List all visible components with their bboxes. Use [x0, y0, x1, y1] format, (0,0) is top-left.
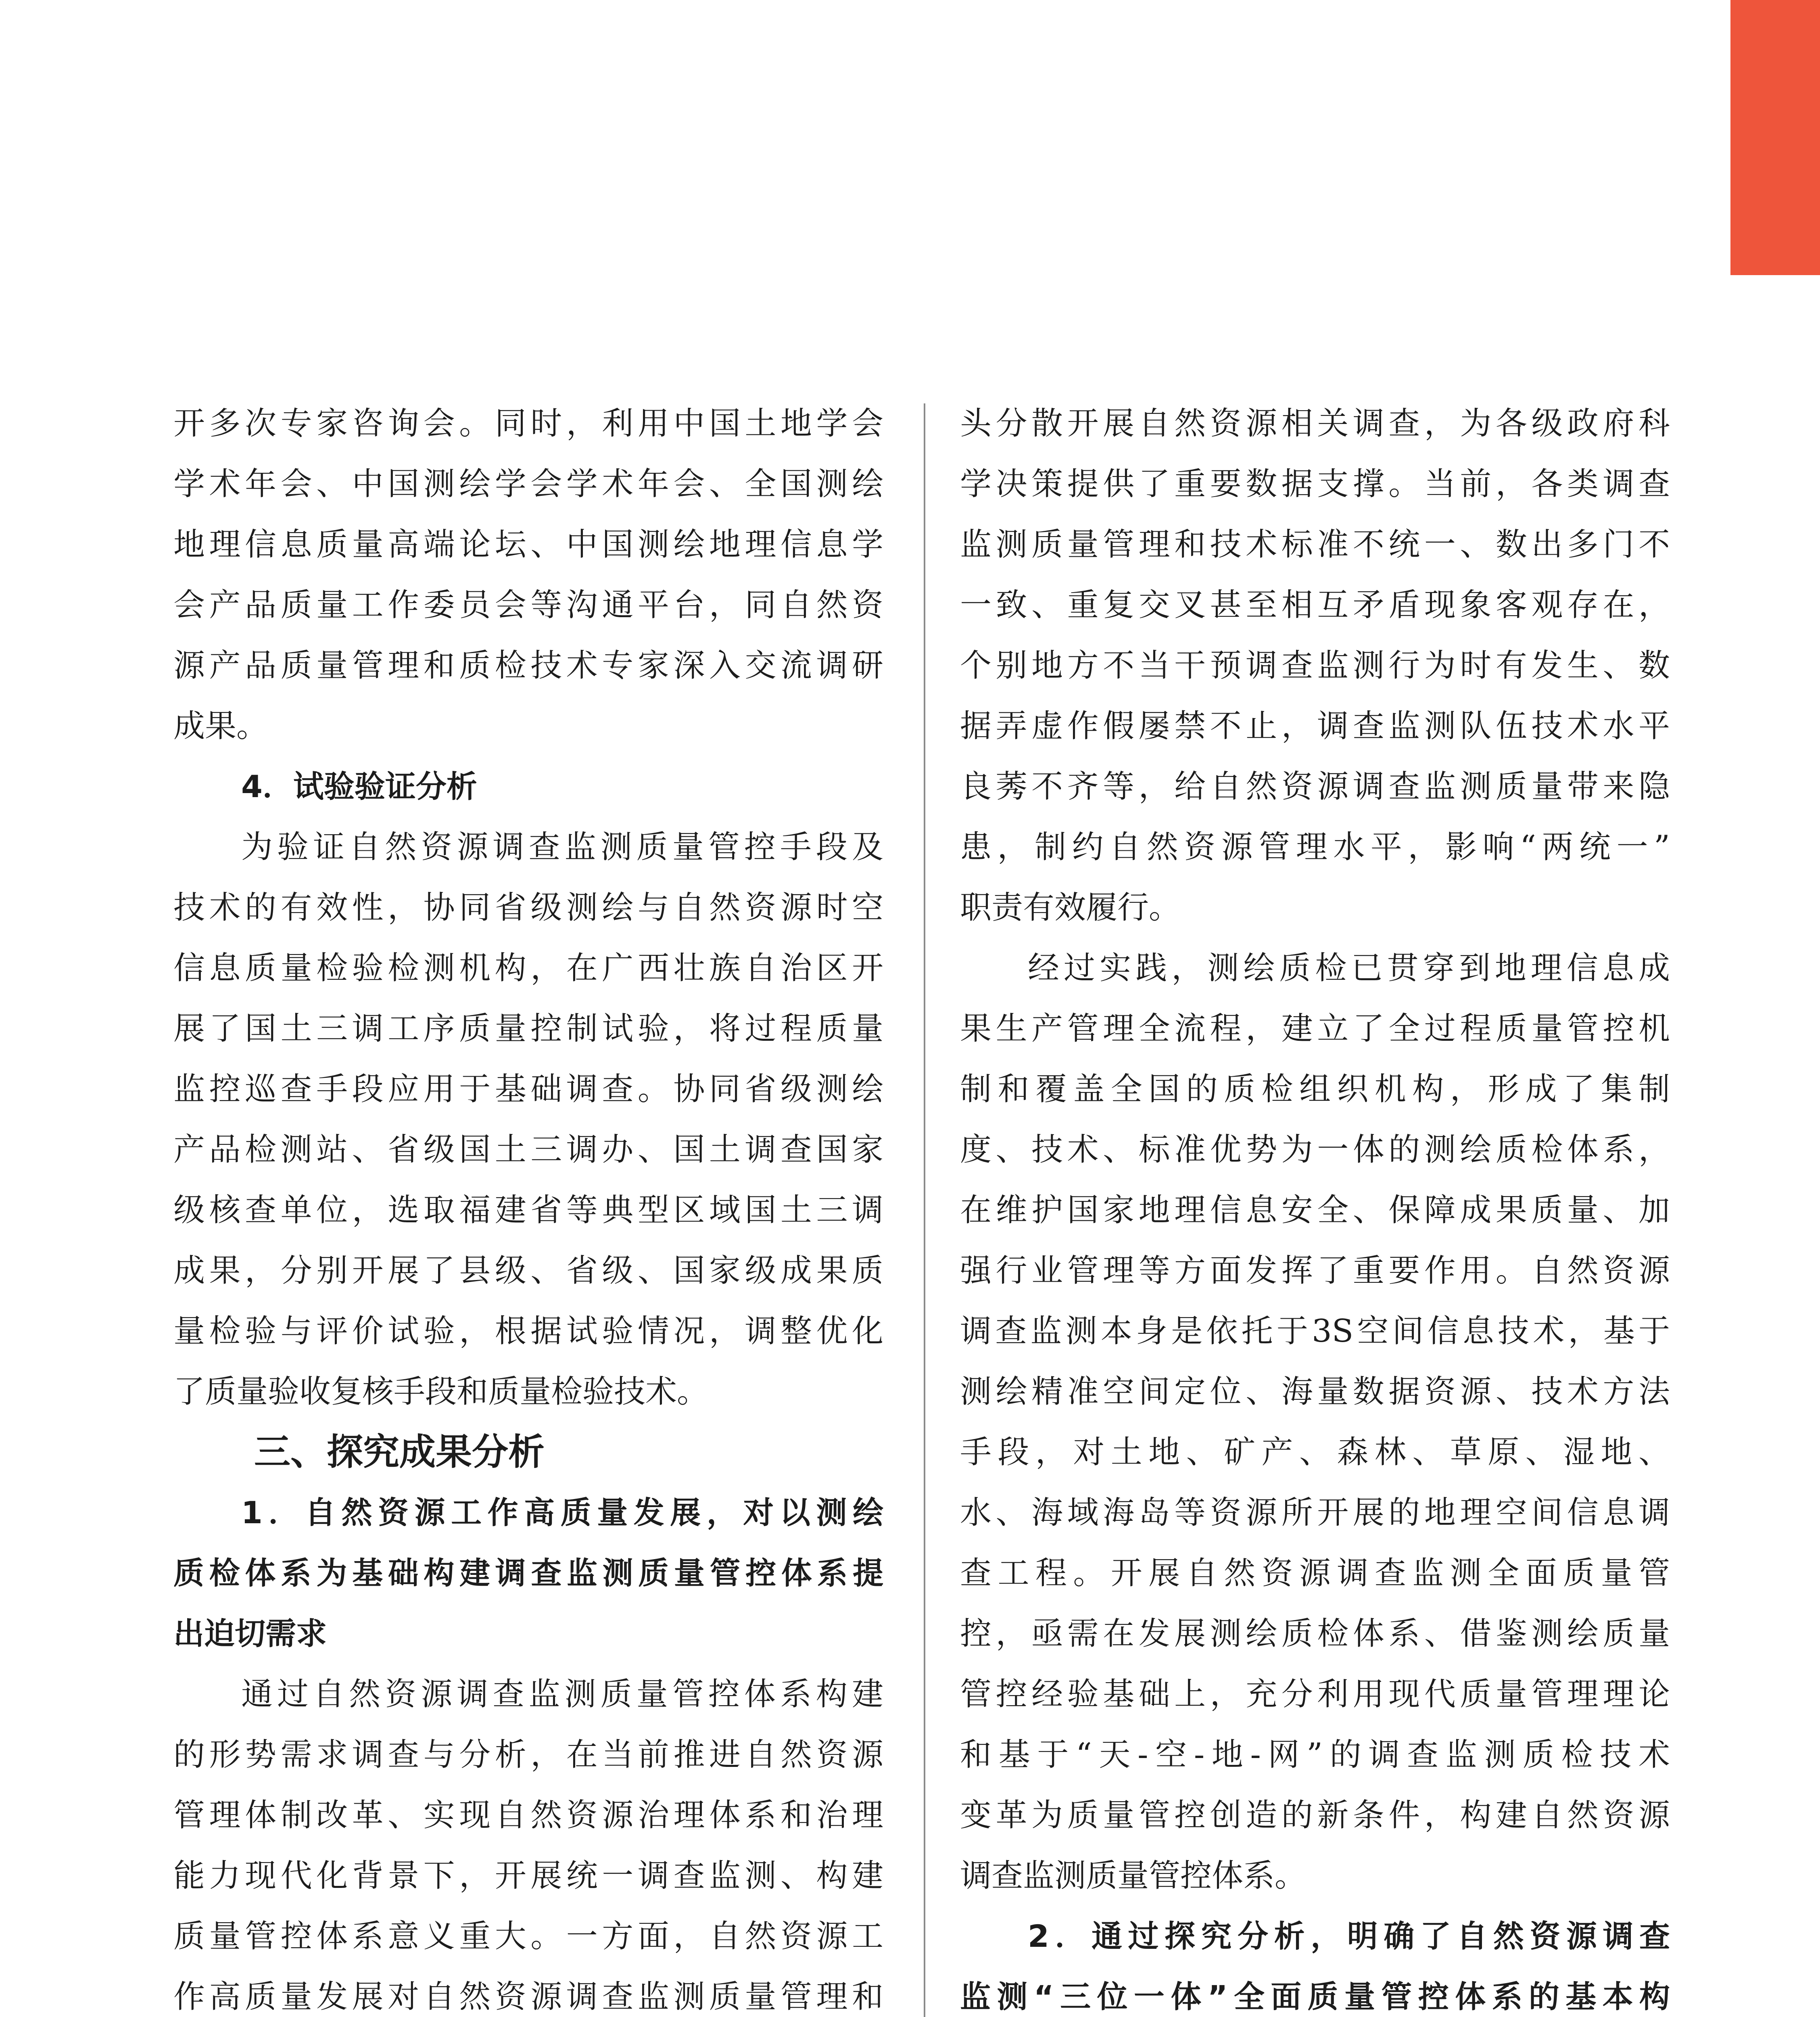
subsection-heading — [173, 756, 883, 817]
text-line: 良莠不齐等，给自然资源调查监测质量带来隐 — [960, 768, 1670, 805]
heading-line: 质检体系为基础构建调查监测质量管控体系提 — [173, 1555, 883, 1591]
text-line: 头分散开展自然资源相关调查，为各级政府科 — [960, 405, 1670, 442]
text-line: 地理信息质量高端论坛、中国测绘地理信息学 — [173, 526, 883, 563]
text-line: 量检验与评价试验，根据试验情况，调整优化 — [173, 1313, 883, 1349]
text-line: 的形势需求调查与分析，在当前推进自然资源 — [173, 1737, 883, 1773]
text-line: 监控巡查手段应用于基础调查。协同省级测绘 — [173, 1071, 883, 1107]
text-line: 调查监测本身是依托于3S空间信息技术，基于 — [960, 1313, 1670, 1349]
text-line: 控，亟需在发展测绘质检体系、借鉴测绘质量 — [960, 1616, 1670, 1652]
text-line: 学术年会、中国测绘学会学术年会、全国测绘 — [173, 466, 883, 502]
text-line: 测绘精准空间定位、海量数据资源、技术方法 — [960, 1374, 1670, 1410]
text-line: 管控经验基础上，充分利用现代质量管理理论 — [960, 1676, 1670, 1712]
heading-line: 4．试验验证分析 — [241, 768, 477, 804]
text-line: 调查监测质量管控体系。 — [960, 1858, 1307, 1894]
paragraph — [173, 393, 883, 756]
text-line: 展了国土三调工序质量控制试验，将过程质量 — [173, 1011, 883, 1047]
text-line: 源产品质量管理和质检技术专家深入交流调研 — [173, 647, 883, 684]
text-line: 度、技术、标准优势为一体的测绘质检体系， — [960, 1132, 1670, 1168]
text-line: 信息质量检验检测机构，在广西壮族自治区开 — [173, 950, 883, 986]
text-line: 技术的有效性，协同省级测绘与自然资源时空 — [173, 889, 883, 926]
text-line: 质量管控体系意义重大。一方面，自然资源工 — [173, 1918, 883, 1954]
left-column — [173, 393, 883, 2017]
heading-line: 出迫切需求 — [173, 1616, 327, 1652]
subsection-heading — [173, 1482, 883, 1664]
text-line: 在维护国家地理信息安全、保障成果质量、加 — [960, 1192, 1670, 1228]
text-line: 为验证自然资源调查监测质量管控手段及 — [241, 829, 883, 865]
text-line: 患，制约自然资源管理水平，影响“两统一” — [960, 829, 1670, 865]
text-line: 开多次专家咨询会。同时，利用中国土地学会 — [173, 405, 883, 442]
text-line: 学决策提供了重要数据支撑。当前，各类调查 — [960, 466, 1670, 502]
text-line: 成果。 — [173, 708, 268, 744]
section-title: 三、探究成果分析 — [254, 1431, 545, 1473]
text-line: 成果，分别开展了县级、省级、国家级成果质 — [173, 1253, 883, 1289]
text-line: 通过自然资源调查监测质量管控体系构建 — [241, 1676, 883, 1712]
text-line: 职责有效履行。 — [960, 889, 1181, 926]
text-line: 管理体制改革、实现自然资源治理体系和治理 — [173, 1797, 883, 1833]
heading-line: 1．自然资源工作高质量发展，对以测绘 — [241, 1495, 883, 1530]
text-line: 会产品质量工作委员会等沟通平台，同自然资 — [173, 587, 883, 623]
paragraph — [960, 393, 1670, 938]
text-line: 监测质量管理和技术标准不统一、数出多门不 — [960, 526, 1670, 563]
heading-line: 2．通过探究分析，明确了自然资源调查 — [1028, 1918, 1670, 1954]
chapter-color-tab — [1730, 0, 1820, 275]
text-line: 据弄虚作假屡禁不止，调查监测队伍技术水平 — [960, 708, 1670, 744]
text-line: 水、海域海岛等资源所开展的地理空间信息调 — [960, 1495, 1670, 1531]
text-line: 制和覆盖全国的质检组织机构，形成了集制 — [960, 1071, 1670, 1107]
column-divider — [924, 403, 925, 2017]
heading-line: 监测“三位一体”全面质量管控体系的基本构 — [960, 1979, 1670, 2015]
text-line: 强行业管理等方面发挥了重要作用。自然资源 — [960, 1253, 1670, 1289]
text-line: 了质量验收复核手段和质量检验技术。 — [173, 1374, 709, 1410]
text-line: 变革为质量管控创造的新条件，构建自然资源 — [960, 1797, 1670, 1833]
text-line: 一致、重复交叉甚至相互矛盾现象客观存在， — [960, 587, 1670, 623]
paragraph — [173, 1664, 883, 2017]
right-column — [960, 393, 1670, 2017]
text-line: 能力现代化背景下，开展统一调查监测、构建 — [173, 1858, 883, 1894]
section-heading — [173, 1422, 883, 1482]
text-line: 果生产管理全流程，建立了全过程质量管控机 — [960, 1011, 1670, 1047]
text-line: 级核查单位，选取福建省等典型区域国土三调 — [173, 1192, 883, 1228]
text-line: 和基于“天-空-地-网”的调查监测质检技术 — [960, 1737, 1670, 1773]
text-line: 查工程。开展自然资源调查监测全面质量管 — [960, 1555, 1670, 1591]
text-line: 个别地方不当干预调查监测行为时有发生、数 — [960, 647, 1670, 684]
text-line: 手段，对土地、矿产、森林、草原、湿地、 — [960, 1434, 1670, 1470]
paragraph — [173, 817, 883, 1422]
text-line: 产品检测站、省级国土三调办、国土调查国家 — [173, 1132, 883, 1168]
paragraph — [960, 938, 1670, 1906]
text-line: 作高质量发展对自然资源调查监测质量管理和 — [173, 1979, 883, 2015]
text-line: 经过实践，测绘质检已贯穿到地理信息成 — [1028, 950, 1670, 986]
subsection-heading — [960, 1906, 1670, 2017]
